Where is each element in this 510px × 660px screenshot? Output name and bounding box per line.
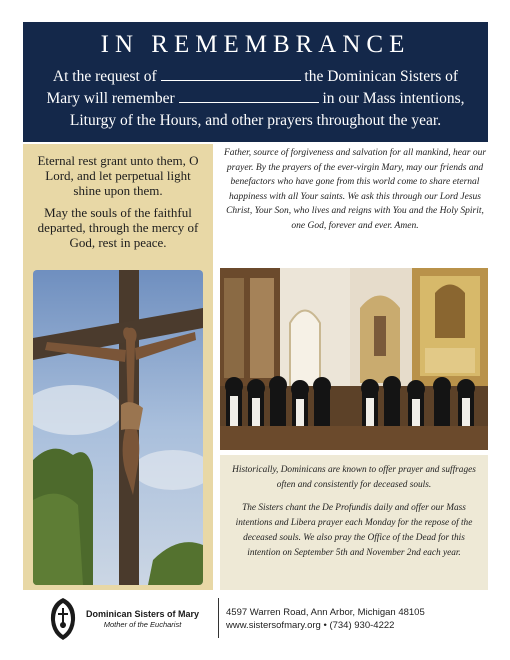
website-link[interactable]: www.sistersofmary.org bbox=[226, 620, 321, 631]
contact-separator: • bbox=[323, 620, 327, 631]
history-paragraph-1: Historically, Dominicans are known to offer prayer and suffrages often and consistently for deceased souls. bbox=[232, 465, 476, 490]
eternal-rest-verse-2: May the souls of the faithful departed, through the mercy of God, rest in peace. bbox=[37, 205, 199, 250]
contact-info bbox=[226, 606, 425, 632]
chapel-photo bbox=[220, 268, 488, 450]
address: 4597 Warren Road, Ann Arbor, Michigan 48105 bbox=[226, 607, 425, 618]
eternal-rest-verse-1: Eternal rest grant unto them, O Lord, and let perpetual light shine upon them. bbox=[37, 153, 199, 198]
remembered-blank bbox=[179, 89, 319, 103]
contact-line bbox=[226, 619, 425, 632]
intro-part-4: in our Mass intentions, bbox=[322, 90, 465, 107]
page-title: IN REMEMBRANCE bbox=[100, 31, 411, 58]
phone-number: (734) 930-4222 bbox=[329, 620, 395, 631]
requester-blank bbox=[161, 67, 301, 81]
dominican-seal-icon bbox=[48, 596, 78, 642]
intro-part-3: Mary will remember bbox=[46, 90, 175, 107]
org-identity bbox=[86, 609, 199, 629]
footer bbox=[0, 596, 510, 660]
closing-prayer: Father, source of forgiveness and salvation for all mankind, hear our prayer. By the prayers of the ever-virgin Mary, may our friends and benefactors who have gone from this world come to share eternal happiness with all Your saints. We ask this through our Lord Jesus Christ, Your Son, who lives and reigns with You and the Holy Spirit, one God, forever and ever. Amen. bbox=[223, 148, 487, 231]
footer-divider bbox=[218, 598, 219, 638]
request-line-1 bbox=[33, 66, 478, 88]
eternal-rest-prayer bbox=[23, 144, 213, 250]
request-line-2 bbox=[33, 88, 478, 110]
history-paragraph-2: The Sisters chant the De Profundis daily and offer our Mass intentions and Libera prayer each Monday for the repose of the deceased souls. We also pray the Office of the Dead for this intention on September 5th and November 2nd each year. bbox=[235, 503, 473, 558]
org-subtitle: Mother of the Eucharist bbox=[103, 620, 182, 629]
history-panel bbox=[220, 455, 488, 590]
header-banner bbox=[23, 22, 488, 142]
intro-part-1: At the request of bbox=[52, 68, 157, 85]
request-line-3: Liturgy of the Hours, and other prayers throughout the year. bbox=[69, 112, 442, 129]
org-name: Dominican Sisters of Mary bbox=[86, 609, 200, 619]
request-text bbox=[23, 66, 488, 132]
eternal-rest-panel bbox=[23, 144, 213, 590]
crucifix-photo bbox=[33, 270, 203, 585]
intro-part-2: the Dominican Sisters of bbox=[304, 68, 459, 85]
